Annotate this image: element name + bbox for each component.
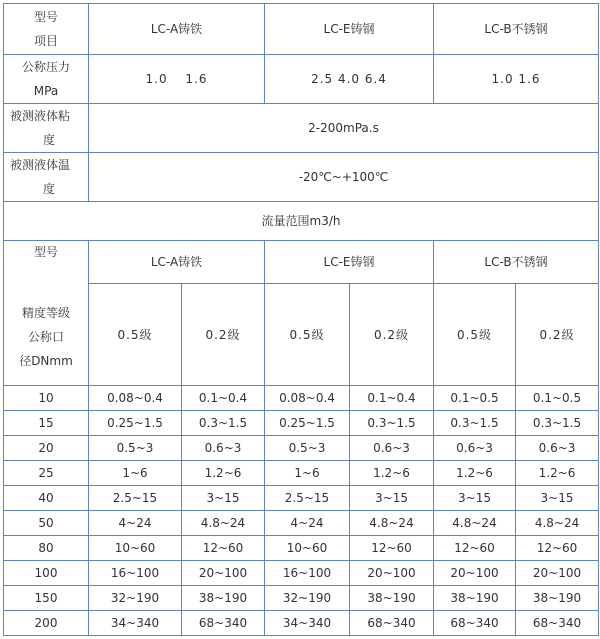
dn-cell: 150	[4, 586, 89, 611]
flow-range-cell: 68~340	[182, 611, 265, 636]
flow-range-cell: 4~24	[265, 511, 350, 536]
flow-range-cell: 1~6	[265, 461, 350, 486]
grade-cell: 0.2级	[516, 284, 599, 386]
flow-range-cell: 4.8~24	[182, 511, 265, 536]
flow-range-cell: 12~60	[182, 536, 265, 561]
flow-range-cell: 68~340	[434, 611, 516, 636]
viscosity-value: 2-200mPa.s	[89, 104, 599, 153]
dn-cell: 15	[4, 411, 89, 436]
flow-range-cell: 1.2~6	[516, 461, 599, 486]
flow-range-cell: 3~15	[182, 486, 265, 511]
flow-range-cell: 12~60	[350, 536, 434, 561]
corner-line: 型号	[33, 10, 58, 24]
flow-range-cell: 0.3~1.5	[182, 411, 265, 436]
table-row	[4, 561, 599, 586]
table-row	[4, 511, 599, 536]
grade-cell: 0.5级	[434, 284, 516, 386]
flow-range-cell: 10~60	[89, 536, 182, 561]
flow-range-cell: 34~340	[265, 611, 350, 636]
pressure-value: 1.0 1.6	[89, 55, 265, 104]
flow-range-cell: 4.8~24	[434, 511, 516, 536]
dn-cell: 80	[4, 536, 89, 561]
flow-range-cell: 38~190	[350, 586, 434, 611]
flow-range-cell: 0.6~3	[434, 436, 516, 461]
corner-cell	[4, 4, 89, 55]
model-cell: LC-E铸钢	[265, 4, 434, 55]
spec-table	[3, 3, 599, 636]
flow-range-cell: 38~190	[516, 586, 599, 611]
label-line: 度	[42, 133, 55, 147]
flow-range-cell: 0.25~1.5	[265, 411, 350, 436]
flow-range-cell: 12~60	[516, 536, 599, 561]
table-row	[4, 611, 599, 636]
flow-range-cell: 3~15	[516, 486, 599, 511]
flow-range-cell: 10~60	[265, 536, 350, 561]
pressure-value: 2.5 4.0 6.4	[265, 55, 434, 104]
grade-cell: 0.5级	[89, 284, 182, 386]
flow-corner-cell	[4, 241, 89, 386]
dn-cell: 20	[4, 436, 89, 461]
dn-cell: 40	[4, 486, 89, 511]
grade-row	[4, 284, 599, 386]
pressure-value: 1.0 1.6	[434, 55, 599, 104]
dn-cell: 100	[4, 561, 89, 586]
label-line: 被测液体粘	[10, 109, 71, 123]
flow-range-cell: 4.8~24	[350, 511, 434, 536]
flow-range-cell: 16~100	[89, 561, 182, 586]
corner-line: 径DNmm	[19, 354, 73, 368]
temperature-value: -20℃~+100℃	[89, 153, 599, 202]
table-row	[4, 436, 599, 461]
flow-range-cell: 3~15	[434, 486, 516, 511]
flow-range-cell: 0.08~0.4	[265, 386, 350, 411]
dn-cell: 50	[4, 511, 89, 536]
flow-range-cell: 0.3~1.5	[434, 411, 516, 436]
flow-range-cell: 20~100	[350, 561, 434, 586]
flow-range-cell: 0.3~1.5	[516, 411, 599, 436]
corner-line: 精度等级	[21, 306, 70, 320]
flow-title: 流量范围m3/h	[4, 202, 599, 241]
temperature-row	[4, 153, 599, 202]
flow-range-cell: 1.2~6	[182, 461, 265, 486]
flow-range-cell: 4.8~24	[516, 511, 599, 536]
flow-range-cell: 68~340	[516, 611, 599, 636]
flow-range-cell: 0.1~0.5	[434, 386, 516, 411]
label-line: 被测液体温	[10, 158, 71, 172]
viscosity-row	[4, 104, 599, 153]
pressure-row	[4, 55, 599, 104]
table-row	[4, 536, 599, 561]
grade-cell: 0.2级	[182, 284, 265, 386]
flow-range-cell: 34~340	[89, 611, 182, 636]
flow-range-cell: 1.2~6	[434, 461, 516, 486]
flow-model-cell: LC-A铸铁	[89, 241, 265, 284]
grade-cell: 0.5级	[265, 284, 350, 386]
flow-range-cell: 38~190	[434, 586, 516, 611]
dn-cell: 25	[4, 461, 89, 486]
flow-range-cell: 16~100	[265, 561, 350, 586]
label-line: 度	[42, 182, 55, 196]
table-row	[4, 461, 599, 486]
flow-range-cell: 4~24	[89, 511, 182, 536]
table-row	[4, 586, 599, 611]
model-cell: LC-B不锈钢	[434, 4, 599, 55]
label-line: 公称压力	[21, 60, 70, 74]
flow-title-row	[4, 202, 599, 241]
model-row	[4, 4, 599, 55]
flow-body	[4, 386, 599, 636]
grade-cell: 0.2级	[350, 284, 434, 386]
flow-range-cell: 2.5~15	[89, 486, 182, 511]
viscosity-label	[4, 104, 89, 153]
flow-range-cell: 0.1~0.4	[182, 386, 265, 411]
flow-model-row	[4, 241, 599, 284]
flow-model-cell: LC-E铸钢	[265, 241, 434, 284]
flow-range-cell: 0.6~3	[516, 436, 599, 461]
flow-range-cell: 20~100	[182, 561, 265, 586]
table-row	[4, 486, 599, 511]
flow-model-cell: LC-B不锈钢	[434, 241, 599, 284]
table-row	[4, 386, 599, 411]
corner-top: 型号	[33, 245, 58, 259]
temperature-label	[4, 153, 89, 202]
flow-range-cell: 0.3~1.5	[350, 411, 434, 436]
flow-range-cell: 2.5~15	[265, 486, 350, 511]
corner-line: 项目	[33, 34, 58, 48]
flow-range-cell: 32~190	[89, 586, 182, 611]
label-line: MPa	[33, 84, 59, 98]
flow-range-cell: 0.08~0.4	[89, 386, 182, 411]
flow-range-cell: 0.25~1.5	[89, 411, 182, 436]
flow-range-cell: 32~190	[265, 586, 350, 611]
dn-cell: 200	[4, 611, 89, 636]
flow-range-cell: 68~340	[350, 611, 434, 636]
flow-range-cell: 0.6~3	[182, 436, 265, 461]
flow-range-cell: 0.1~0.5	[516, 386, 599, 411]
table-row	[4, 411, 599, 436]
flow-range-cell: 3~15	[350, 486, 434, 511]
flow-range-cell: 12~60	[434, 536, 516, 561]
flow-range-cell: 1.2~6	[350, 461, 434, 486]
flow-range-cell: 1~6	[89, 461, 182, 486]
flow-range-cell: 20~100	[434, 561, 516, 586]
flow-range-cell: 0.1~0.4	[350, 386, 434, 411]
model-cell: LC-A铸铁	[89, 4, 265, 55]
flow-range-cell: 20~100	[516, 561, 599, 586]
flow-range-cell: 0.6~3	[350, 436, 434, 461]
pressure-label	[4, 55, 89, 104]
flow-range-cell: 0.5~3	[89, 436, 182, 461]
corner-line: 公称口	[27, 330, 64, 344]
flow-range-cell: 38~190	[182, 586, 265, 611]
flow-range-cell: 0.5~3	[265, 436, 350, 461]
dn-cell: 10	[4, 386, 89, 411]
